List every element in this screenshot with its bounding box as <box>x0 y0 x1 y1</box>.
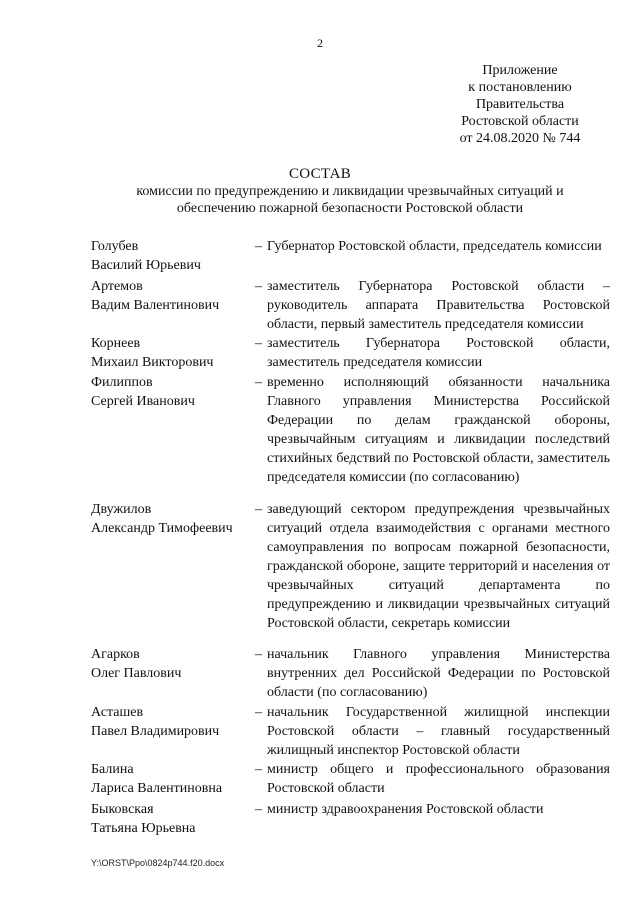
dash-separator: – <box>255 239 262 254</box>
member-name <box>91 500 251 538</box>
dash-separator: – <box>255 375 262 390</box>
file-path-footer: Y:\ORST\Ppo\0824p744.f20.docx <box>91 858 225 868</box>
member-given-names: Лариса Валентиновна <box>91 781 223 796</box>
dash-separator: – <box>255 705 262 720</box>
member-name <box>91 277 251 315</box>
member-surname: Балина <box>91 762 134 777</box>
dash-separator: – <box>255 762 262 777</box>
document-title: СОСТАВ <box>288 166 352 182</box>
member-position: Губернатор Ростовской области, председатель комиссии <box>267 239 602 254</box>
document-subtitle: комиссии по предупреждению и ликвидации чрезвычайных ситуаций и обеспечению пожарной безопасности Ростовской области <box>136 184 564 216</box>
member-name <box>91 373 251 411</box>
member-given-names: Сергей Иванович <box>91 394 195 409</box>
member-given-names: Вадим Валентинович <box>91 298 220 313</box>
member-surname: Артемов <box>91 279 143 294</box>
dash-separator: – <box>255 336 262 351</box>
member-position: заместитель Губернатора Ростовской области, заместитель председателя комиссии <box>267 336 610 370</box>
member-given-names: Александр Тимофеевич <box>91 521 233 536</box>
member-given-names: Татьяна Юрьевна <box>91 821 196 836</box>
member-position: министр здравоохранения Ростовской области <box>267 802 544 817</box>
member-given-names: Олег Павлович <box>91 666 182 681</box>
member-surname: Голубев <box>91 239 139 254</box>
member-name <box>91 237 251 275</box>
dash-separator: – <box>255 802 262 817</box>
member-surname: Корнеев <box>91 336 141 351</box>
appendix-line: к постановлению <box>468 80 572 95</box>
member-position: временно исполняющий обязанности начальника Главного управления Министерства Российской Федерации по делам гражданской обороны, чрезвычайным ситуациям и ликвидации последствий стихийных бедствий по Ростовской области, заместитель председателя комиссии (по согласованию) <box>267 375 610 485</box>
member-position: начальник Государственной жилищной инспекции Ростовской области – главный государственный жилищный инспектор Ростовской области <box>267 705 610 758</box>
member-surname: Филиппов <box>91 375 153 390</box>
dash-separator: – <box>255 279 262 294</box>
member-position: министр общего и профессионального образования Ростовской области <box>267 762 610 796</box>
member-position: начальник Главного управления Министерства внутренних дел Российской Федерации по Ростовской области (по согласованию) <box>267 647 610 700</box>
dash-separator: – <box>255 647 262 662</box>
appendix-line: Приложение <box>482 63 558 78</box>
member-position: заместитель Губернатора Ростовской области – руководитель аппарата Правительства Ростовской области, первый заместитель председателя комиссии <box>267 279 610 332</box>
member-name <box>91 760 251 798</box>
member-name <box>91 645 251 683</box>
member-given-names: Павел Владимирович <box>91 724 220 739</box>
member-given-names: Михаил Викторович <box>91 355 214 370</box>
member-surname: Агарков <box>91 647 140 662</box>
appendix-line: Правительства <box>475 97 565 112</box>
member-name <box>91 703 251 741</box>
appendix-line: Ростовской области <box>461 114 579 129</box>
member-name <box>91 800 251 838</box>
member-position: заведующий сектором предупреждения чрезвычайных ситуаций отдела взаимодействия с органами местного самоуправления по вопросам пожарной безопасности, гражданской обороне, защите территорий и населения от чрезвычайных ситуаций департамента по предупреждению и ликвидации чрезвычайных ситуаций Ростовской области, секретарь комиссии <box>267 502 610 631</box>
member-name <box>91 334 251 372</box>
appendix-line: от 24.08.2020 № 744 <box>459 131 581 146</box>
member-surname: Быковская <box>91 802 154 817</box>
member-surname: Двужилов <box>91 502 152 517</box>
member-surname: Асташев <box>91 705 144 720</box>
page-number: 2 <box>317 36 323 50</box>
appendix-block <box>440 62 600 147</box>
member-given-names: Василий Юрьевич <box>91 258 201 273</box>
dash-separator: – <box>255 502 262 517</box>
